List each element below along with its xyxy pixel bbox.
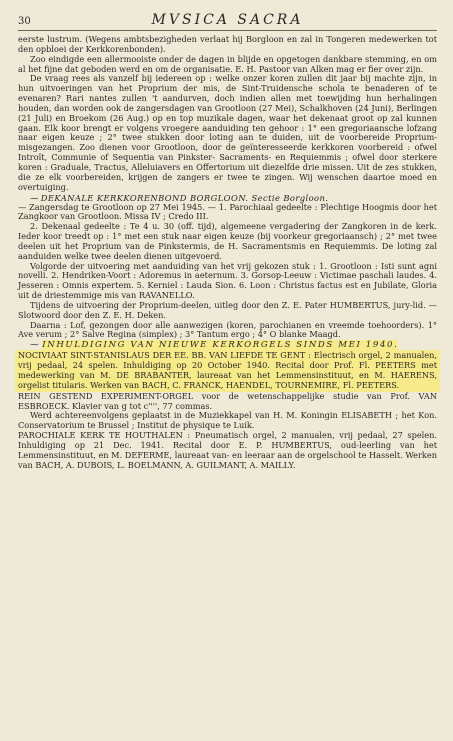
highlighted-passage bbox=[15, 350, 440, 391]
paragraph: Daarna : Lof, gezongen door alle aanwezigen (koren, parochianen en vreemde toehoorders). 1° Ave verum ; 2° Salve Regina (simplex) ; 3° Tantum ergo ; 4° O blanke Maagd. bbox=[18, 319, 437, 340]
paragraph: — Zangersdag te Grootloon op 27 Mei 1945. — 1. Parochiaal gedeelte : Plechtige Hoogmis door het Zangkoor van Grootloon. Missa IV ; Credo III. bbox=[18, 201, 437, 222]
swash-ornament-icon: ⁓ bbox=[30, 340, 41, 351]
paragraph: 2. Dekenaal gedeelte : Te 4 u. 30 (off. tijd), algemeene vergadering der Zangkoren in de kerk. Ieder koor treedt op : 1° met een stuk naar eigen keuze (bij voorkeur gregoriaansch) ; 2° met twee deelen uit het Proprium van de Pinkstermis, de H. Sacramentsmis en Requiemmis. De loting zal aanduiden welke twee deelen dienen uitgevoerd. bbox=[18, 221, 437, 261]
section-heading-title: DEKANALE KERKKORENBOND BORGLOON. bbox=[40, 192, 249, 203]
section-heading-kerkkorenbond bbox=[18, 193, 437, 203]
paragraph: PAROCHIALE KERK TE HOUTHALEN : Pneumatisch orgel, 2 manualen, vrij pedaal, 27 spelen. Inhuldiging op 21 Dec. 1941. Recital door E. P. HUMBERTUS, oud-leerling van het Lemmensinstituut, en M. DEFERME, laureaat van- en leeraar aan de orgelschool te Hasselt. Werken van BACH, A. DUBOIS, L. BOELMANN, A. GUILMANT, A. MAILLY. bbox=[18, 430, 437, 470]
section-heading-subtitle: Sectie Borgloon. bbox=[251, 192, 329, 203]
page-content bbox=[18, 35, 437, 470]
paragraph: NOCIVIAAT SINT-STANISLAUS DER EE. BB. VAN LIEFDE TE GENT : Electrisch orgel, 2 manualen, vrij pedaal, 24 spelen. Inhuldiging op 20 October 1940. Recital door Prof. Fl. PEETERS met medewerking van M. DE BRABANTER, laureaat van het Lemmensinstituut, en M. HAERENS, orgelist titularis. Werken van BACH, C. FRANCK, HAENDEL, TOURNEMIRE, Fl. PEETERS. bbox=[18, 350, 437, 390]
running-title: MVSICA SACRA bbox=[151, 12, 304, 28]
paragraph: Werd achtereenvolgens geplaatst in de Muziekkapel van H. M. Koningin ELISABETH ; het Kon. Conservatorium te Brussel ; Institut de physique te Luik. bbox=[18, 410, 437, 431]
page-header bbox=[18, 12, 437, 31]
section-heading-title: INHULDIGING VAN NIEUWE KERKORGELS SINDS MEI 1940. bbox=[42, 340, 399, 351]
paragraph: De vraag rees als vanzelf bij iedereen op : welke onzer koren zullen dit jaar bij machte zijn, in hun uitvoeringen van het Proprium der mis, de Sint-Truidensche schola te benaderen of te evenaren? Rari nantes zullen 't aandurven, doch indien allen met toewijding hun herhalingen houden, dan worden ook de zangersdagen van Grootloon (27 Mei), Schalkhoven (24 Juni), Berlingen (21 Juli) en Broekom (26 Aug.) op en top muzikale dagen, waar het dekenaat groot op zal kunnen gaan. Elk koor brengt er volgens vroegere aanduiding ten gehoor : 1° een gregoriaansche lofzang naar eigen keuze ; 2° twee stukken door loting aan te duiden, uit de voorbereide Proprium-misgezangen. Zoo dienen voor Grootloon, door de geïnteresseerde kerkkoren voorbereid : ofwel Introït, Communie of Sequentia van Pinkster- Sacraments- en Requiemmis ; ofwel door sterkere koren : Graduale, Tractus, Alleluiavers en Offertorium uit diezelfde drie missen. Uit de zes stukken, die ze elk voorbereiden, krijgen de zangers er twee te zingen. Wij wenschen daartoe moed en overtuiging. bbox=[18, 73, 437, 192]
paragraph: Tijdens de uitvoering der Proprium-deelen, uitleg door den Z. E. Pater HUMBERTUS, jury-lid. — Slotwoord door den Z. E. H. Deken. bbox=[18, 299, 437, 320]
paragraph: REIN GESTEND EXPERIMENT-ORGEL voor de wetenschappelijke studie van Prof. VAN ESBROECK. Klavier van g tot c'''', 77 commas. bbox=[18, 390, 437, 411]
swash-ornament-icon: ⁓ bbox=[30, 192, 39, 203]
paragraph: Volgorde der uitvoering met aanduiding van het vrij gekozen stuk : 1. Grootloon : Isti sunt agni novelli. 2. Hendriken-Voort : Adoremus in aeternum. 3. Gorsop-Leeuw : Victimae paschali laudes. 4. Jesseren : Omnis expertem. 5. Kerniel : Lauda Sion. 6. Loon : Christus factus est en Jubilate, Gloria uit de driestemmige mis van RAVANELLO. bbox=[18, 260, 437, 301]
paragraph: eerste lustrum. (Wegens ambtsbezigheden verlaat hij Borgloon en zal in Tongeren medewerken tot den opbloei der Kerkkorenbonden). bbox=[18, 34, 437, 54]
page-number: 30 bbox=[18, 16, 31, 27]
paragraph: Zoo eindigde een allermooiste onder de dagen in blijde en opgetogen dankbare stemming, en om al het fijne dat geboden werd en om de organisatie. E. H. Pastoor van Alken mag er fier over zijn. bbox=[18, 53, 437, 74]
section-heading-inhuldiging bbox=[18, 340, 437, 350]
